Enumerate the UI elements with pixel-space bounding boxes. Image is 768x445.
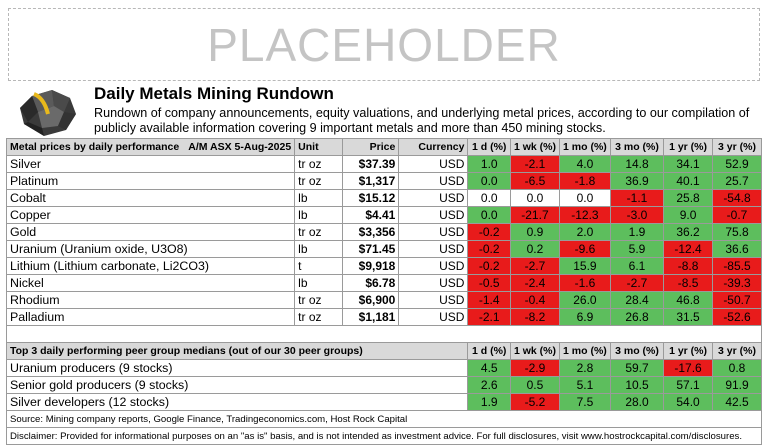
peers-header-label: Top 3 daily performing peer group medians (out of our 30 peer groups)	[7, 343, 468, 360]
pct-cell-y1: 57.1	[664, 377, 713, 394]
pct-cell-y3: -0.7	[713, 207, 762, 224]
pct-cell-m1: 2.8	[559, 360, 610, 377]
pct-cell-w1: -2.4	[511, 275, 560, 292]
pct-cell-d1: -2.1	[468, 309, 511, 326]
metal-price: $1,181	[343, 309, 399, 326]
metal-name: Cobalt	[7, 190, 295, 207]
col-currency: Currency	[399, 139, 468, 156]
pct-cell-y3: 0.8	[713, 360, 762, 377]
metal-unit: lb	[295, 241, 343, 258]
pct-cell-y3: -54.8	[713, 190, 762, 207]
pct-cell-w1: -6.5	[511, 173, 560, 190]
metal-unit: tr oz	[295, 292, 343, 309]
pct-cell-d1: 4.5	[468, 360, 511, 377]
metal-price: $71.45	[343, 241, 399, 258]
pct-cell-m3: 10.5	[610, 377, 663, 394]
metal-currency: USD	[399, 241, 468, 258]
metal-unit: tr oz	[295, 173, 343, 190]
metal-row	[7, 156, 762, 173]
pct-cell-m3: -1.1	[610, 190, 663, 207]
pct-cell-y3: -52.6	[713, 309, 762, 326]
pct-cell-m1: 15.9	[559, 258, 610, 275]
metal-price: $9,918	[343, 258, 399, 275]
pct-cell-y1: 36.2	[664, 224, 713, 241]
pct-cell-w1: -21.7	[511, 207, 560, 224]
table-separator	[7, 326, 762, 343]
metal-unit: t	[295, 258, 343, 275]
pct-cell-y1: 46.8	[664, 292, 713, 309]
peer-name: Senior gold producers (9 stocks)	[7, 377, 468, 394]
metal-unit: tr oz	[295, 224, 343, 241]
metals-table	[6, 138, 762, 445]
metal-currency: USD	[399, 258, 468, 275]
metal-price: $37.39	[343, 156, 399, 173]
report-subtitle: Rundown of company announcements, equity valuations, and underlying metal prices, according to our compilation of publicly available information covering 9 important metals and more than 450 mining stocks.	[94, 106, 750, 135]
pct-cell-y1: -12.4	[664, 241, 713, 258]
peer-row	[7, 394, 762, 411]
metal-row	[7, 258, 762, 275]
placeholder-banner	[8, 8, 760, 81]
pct-cell-m3: -2.7	[610, 275, 663, 292]
pct-cell-d1: -0.5	[468, 275, 511, 292]
metal-row	[7, 309, 762, 326]
metal-currency: USD	[399, 173, 468, 190]
metal-row	[7, 275, 762, 292]
col-metal-label: Metal prices by daily performance	[10, 141, 180, 153]
pct-cell-m3: 26.8	[610, 309, 663, 326]
pct-cell-m1: -1.8	[559, 173, 610, 190]
placeholder-text: PLACEHOLDER	[207, 18, 561, 71]
metal-price: $1,317	[343, 173, 399, 190]
metal-row	[7, 190, 762, 207]
col-3mo: 3 mo (%)	[610, 139, 663, 156]
pct-cell-m3: 14.8	[610, 156, 663, 173]
metal-row	[7, 224, 762, 241]
metal-currency: USD	[399, 190, 468, 207]
peers-col-y1: 1 yr (%)	[664, 343, 713, 360]
pct-cell-w1: 0.9	[511, 224, 560, 241]
col-metal	[7, 139, 295, 156]
report-title: Daily Metals Mining Rundown	[94, 84, 334, 103]
pct-cell-d1: -0.2	[468, 258, 511, 275]
metal-currency: USD	[399, 207, 468, 224]
metal-name: Palladium	[7, 309, 295, 326]
col-1d: 1 d (%)	[468, 139, 511, 156]
peer-name: Uranium producers (9 stocks)	[7, 360, 468, 377]
metal-name: Gold	[7, 224, 295, 241]
pct-cell-y1: 25.8	[664, 190, 713, 207]
peers-col-w1: 1 wk (%)	[511, 343, 560, 360]
metal-unit: tr oz	[295, 156, 343, 173]
metal-name: Uranium (Uranium oxide, U3O8)	[7, 241, 295, 258]
peers-col-m3: 3 mo (%)	[610, 343, 663, 360]
pct-cell-m3: 28.0	[610, 394, 663, 411]
pct-cell-y3: -50.7	[713, 292, 762, 309]
pct-cell-w1: -2.7	[511, 258, 560, 275]
pct-cell-m3: 59.7	[610, 360, 663, 377]
pct-cell-d1: -0.2	[468, 241, 511, 258]
metal-row	[7, 173, 762, 190]
pct-cell-m1: 2.0	[559, 224, 610, 241]
peers-col-d1: 1 d (%)	[468, 343, 511, 360]
col-unit: Unit	[295, 139, 343, 156]
col-1wk: 1 wk (%)	[511, 139, 560, 156]
pct-cell-y3: 91.9	[713, 377, 762, 394]
pct-cell-y1: -8.5	[664, 275, 713, 292]
metal-price: $3,356	[343, 224, 399, 241]
pct-cell-y3: -85.5	[713, 258, 762, 275]
footer-row	[7, 428, 762, 445]
pct-cell-m1: 4.0	[559, 156, 610, 173]
metal-currency: USD	[399, 309, 468, 326]
col-date-label: A/M ASX 5-Aug-2025	[188, 141, 292, 153]
pct-cell-m1: -1.6	[559, 275, 610, 292]
pct-cell-y3: 25.7	[713, 173, 762, 190]
footer-disclaimer: Disclaimer: Provided for informational purposes on an "as is" basis, and is not intended as investment advice. For full disclosures, visit www.hostrockcapital.com/disclosures.	[7, 428, 762, 445]
metal-name: Rhodium	[7, 292, 295, 309]
pct-cell-d1: 0.0	[468, 207, 511, 224]
pct-cell-y1: 54.0	[664, 394, 713, 411]
metal-currency: USD	[399, 292, 468, 309]
metal-name: Lithium (Lithium carbonate, Li2CO3)	[7, 258, 295, 275]
pct-cell-m3: -3.0	[610, 207, 663, 224]
pct-cell-w1: -2.1	[511, 156, 560, 173]
pct-cell-d1: 1.0	[468, 156, 511, 173]
pct-cell-y3: 42.5	[713, 394, 762, 411]
pct-cell-m3: 28.4	[610, 292, 663, 309]
pct-cell-y1: -8.8	[664, 258, 713, 275]
pct-cell-d1: 2.6	[468, 377, 511, 394]
metal-row	[7, 207, 762, 224]
metal-currency: USD	[399, 224, 468, 241]
peer-row	[7, 360, 762, 377]
metal-price: $6,900	[343, 292, 399, 309]
pct-cell-m3: 36.9	[610, 173, 663, 190]
pct-cell-d1: -0.2	[468, 224, 511, 241]
metal-price: $4.41	[343, 207, 399, 224]
metal-unit: lb	[295, 207, 343, 224]
pct-cell-d1: 0.0	[468, 190, 511, 207]
pct-cell-m3: 1.9	[610, 224, 663, 241]
pct-cell-d1: -1.4	[468, 292, 511, 309]
pct-cell-w1: -8.2	[511, 309, 560, 326]
peers-col-m1: 1 mo (%)	[559, 343, 610, 360]
separator-cell	[7, 326, 762, 343]
metal-name: Platinum	[7, 173, 295, 190]
pct-cell-d1: 1.9	[468, 394, 511, 411]
metal-name: Nickel	[7, 275, 295, 292]
pct-cell-m1: 0.0	[559, 190, 610, 207]
pct-cell-y1: 34.1	[664, 156, 713, 173]
pct-cell-m3: 5.9	[610, 241, 663, 258]
metal-currency: USD	[399, 156, 468, 173]
pct-cell-y1: 31.5	[664, 309, 713, 326]
col-1yr: 1 yr (%)	[664, 139, 713, 156]
metal-unit: tr oz	[295, 309, 343, 326]
col-3yr: 3 yr (%)	[713, 139, 762, 156]
peers-col-y3: 3 yr (%)	[713, 343, 762, 360]
pct-cell-m1: -12.3	[559, 207, 610, 224]
pct-cell-m1: 26.0	[559, 292, 610, 309]
metal-row	[7, 241, 762, 258]
peers-header-row	[7, 343, 762, 360]
metals-header-row	[7, 139, 762, 156]
peer-name: Silver developers (12 stocks)	[7, 394, 468, 411]
footer-row	[7, 411, 762, 428]
metal-price: $15.12	[343, 190, 399, 207]
pct-cell-m1: 6.9	[559, 309, 610, 326]
pct-cell-y3: 75.8	[713, 224, 762, 241]
metal-unit: lb	[295, 275, 343, 292]
pct-cell-w1: 0.0	[511, 190, 560, 207]
pct-cell-w1: 0.2	[511, 241, 560, 258]
pct-cell-m1: -9.6	[559, 241, 610, 258]
metal-currency: USD	[399, 275, 468, 292]
col-1mo: 1 mo (%)	[559, 139, 610, 156]
pct-cell-w1: -2.9	[511, 360, 560, 377]
pct-cell-m1: 5.1	[559, 377, 610, 394]
footer-source: Source: Mining company reports, Google Finance, Tradingeconomics.com, Host Rock Capital	[7, 411, 762, 428]
pct-cell-y3: 36.6	[713, 241, 762, 258]
metal-price: $6.78	[343, 275, 399, 292]
pct-cell-w1: 0.5	[511, 377, 560, 394]
metal-unit: lb	[295, 190, 343, 207]
pct-cell-y3: 52.9	[713, 156, 762, 173]
pct-cell-y3: -39.3	[713, 275, 762, 292]
pct-cell-d1: 0.0	[468, 173, 511, 190]
pct-cell-m1: 7.5	[559, 394, 610, 411]
col-price: Price	[343, 139, 399, 156]
pct-cell-m3: 6.1	[610, 258, 663, 275]
pct-cell-w1: -0.4	[511, 292, 560, 309]
peer-row	[7, 377, 762, 394]
rock-icon	[14, 84, 84, 140]
pct-cell-y1: 40.1	[664, 173, 713, 190]
pct-cell-w1: -5.2	[511, 394, 560, 411]
metal-name: Silver	[7, 156, 295, 173]
pct-cell-y1: 9.0	[664, 207, 713, 224]
metal-name: Copper	[7, 207, 295, 224]
metal-row	[7, 292, 762, 309]
pct-cell-y1: -17.6	[664, 360, 713, 377]
